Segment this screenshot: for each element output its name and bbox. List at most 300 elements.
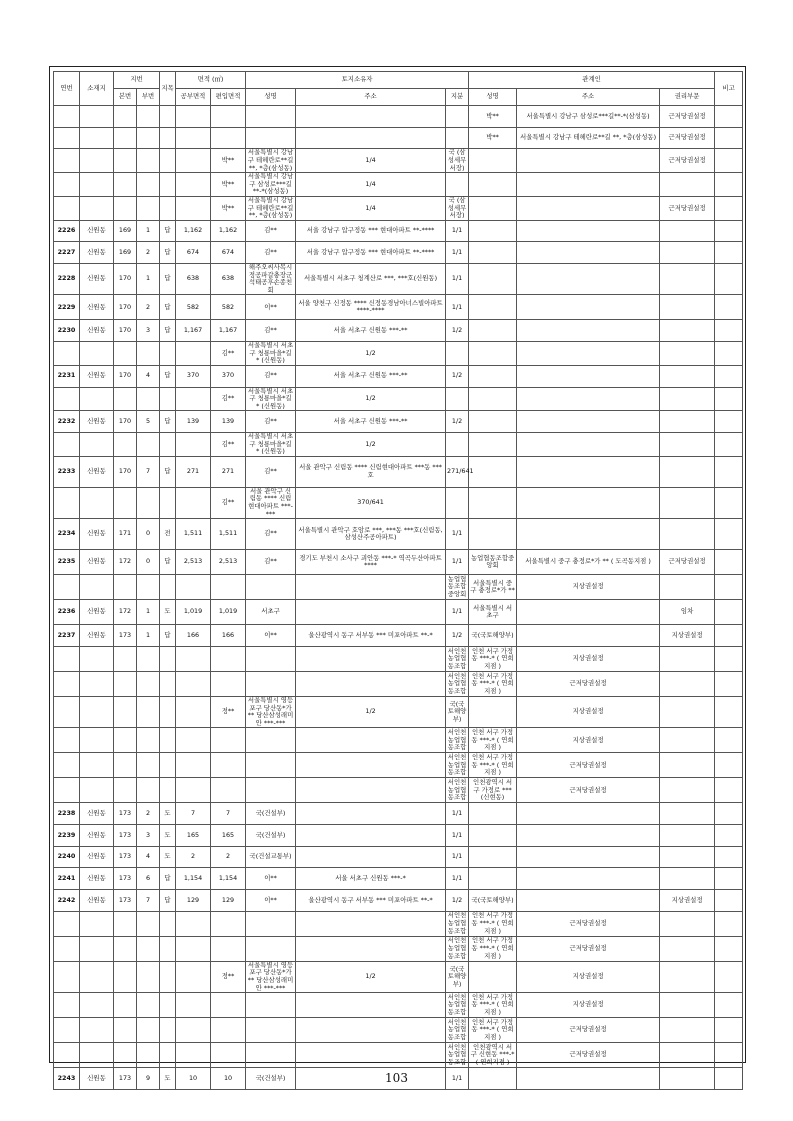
header-related-address: 주소 [517, 89, 660, 106]
table-cell: 인천 서구 가정동 ***-* ( 연희지점 ) [469, 936, 517, 961]
table-cell [114, 342, 137, 366]
table-cell: 근저당권설정 [660, 127, 715, 149]
table-cell: 1/1 [446, 803, 469, 825]
table-cell: 신원동 [80, 411, 114, 433]
table-cell [54, 936, 80, 961]
table-row [54, 519, 743, 550]
table-cell [137, 387, 160, 411]
table-cell [54, 753, 80, 778]
table-cell [246, 646, 296, 671]
table-cell [160, 671, 176, 696]
table-cell: 1/2 [296, 387, 446, 411]
table-cell [660, 911, 715, 936]
table-cell: 신원동 [80, 803, 114, 825]
table-cell [715, 411, 743, 433]
table-cell: 지상권설정 [660, 625, 715, 647]
table-cell [246, 993, 296, 1018]
table-cell: 근저당권설정 [517, 1018, 660, 1043]
table-cell [296, 778, 446, 803]
table-cell [176, 911, 211, 936]
header-sub-lot: 부번 [137, 89, 160, 106]
table-row [54, 196, 743, 220]
table-cell [114, 127, 137, 149]
table-cell: 1/4 [296, 173, 446, 197]
table-cell [517, 173, 660, 197]
table-cell [211, 1043, 246, 1068]
table-cell: 인천 서구 가정동 ***-* ( 연희지점 ) [469, 753, 517, 778]
table-cell: 답 [160, 264, 176, 295]
table-cell: 국(건설부) [246, 1068, 296, 1090]
table-cell: 국(국토해양부) [446, 961, 469, 992]
table-cell: 170 [114, 320, 137, 342]
table-cell [80, 696, 114, 727]
table-cell [715, 846, 743, 868]
table-cell [211, 106, 246, 128]
table-cell: 170 [114, 411, 137, 433]
table-cell [160, 106, 176, 128]
table-cell: 서울특별시 영등포구 당산동*가 ** 당산삼성래미안 ***-*** [246, 961, 296, 992]
table-cell: 173 [114, 846, 137, 868]
table-cell: 신원동 [80, 519, 114, 550]
table-cell: 674 [176, 242, 211, 264]
table-cell: 서울 강남구 압구정동 *** 현대아파트 **-**** [296, 220, 446, 242]
table-cell: 7 [211, 803, 246, 825]
table-cell [715, 519, 743, 550]
table-cell: 170 [114, 295, 137, 320]
table-cell [114, 778, 137, 803]
table-cell: 인천광역시 서구 가정로 ***(신현동) [469, 778, 517, 803]
table-cell: 서인천농업협동조합 [446, 728, 469, 753]
table-cell [54, 387, 80, 411]
table-cell [469, 264, 517, 295]
table-cell: 1/1 [446, 242, 469, 264]
table-cell: 박** [211, 173, 246, 197]
table-cell: 신원동 [80, 242, 114, 264]
table-cell [176, 127, 211, 149]
table-cell [54, 173, 80, 197]
table-cell [715, 803, 743, 825]
header-owner-address: 주소 [296, 89, 446, 106]
table-cell [715, 220, 743, 242]
table-cell: 0 [137, 519, 160, 550]
table-cell: 국(국토해양부) [469, 890, 517, 912]
table-cell: 4 [137, 365, 160, 387]
table-cell [114, 387, 137, 411]
table-cell: 신원동 [80, 825, 114, 847]
table-cell [446, 342, 469, 366]
table-cell [54, 342, 80, 366]
table-cell: 서울 서초구 신원동 ***-** [296, 365, 446, 387]
table-cell [137, 1043, 160, 1068]
table-cell: 국(국토해양부) [446, 696, 469, 727]
table-row [54, 387, 743, 411]
header-official-area: 공부면적 [176, 89, 211, 106]
table-cell [80, 342, 114, 366]
table-cell: 지상권설정 [517, 993, 660, 1018]
table-cell [469, 365, 517, 387]
table-cell: 2 [211, 846, 246, 868]
table-cell: 해주오씨사복시정공파갈충장군석태공후손종친회 [246, 264, 296, 295]
table-cell: 2242 [54, 890, 80, 912]
table-cell: 지상권설정 [517, 575, 660, 600]
table-row [54, 173, 743, 197]
table-cell: 1,019 [211, 600, 246, 625]
table-cell [469, 173, 517, 197]
table-cell: 271/641 [446, 456, 469, 487]
table-cell: 1/2 [296, 433, 446, 457]
table-cell: 1/2 [296, 961, 446, 992]
table-cell [517, 320, 660, 342]
table-cell [137, 753, 160, 778]
table-cell [517, 242, 660, 264]
header-location: 소재지 [80, 72, 114, 106]
table-cell [296, 600, 446, 625]
table-cell [54, 196, 80, 220]
table-cell [137, 936, 160, 961]
table-cell [176, 936, 211, 961]
table-cell: 서인천농업협동조합 [446, 936, 469, 961]
table-cell: 서울특별시 강남구 테헤란로**길 **, *층(삼성동) [246, 149, 296, 173]
table-cell [176, 728, 211, 753]
table-cell: 169 [114, 220, 137, 242]
table-cell: 3 [137, 825, 160, 847]
table-cell [176, 1018, 211, 1043]
table-cell: 165 [176, 825, 211, 847]
table-cell [715, 342, 743, 366]
table-cell [114, 753, 137, 778]
table-cell: 2229 [54, 295, 80, 320]
table-cell [469, 220, 517, 242]
table-cell [54, 911, 80, 936]
table-row [54, 127, 743, 149]
table-cell: 인천 서구 가정동 ***-* ( 연희지점 ) [469, 1018, 517, 1043]
table-cell: 답 [160, 890, 176, 912]
table-body [54, 106, 743, 1090]
table-cell: 서인천농업협동조합 [446, 993, 469, 1018]
table-cell [176, 487, 211, 518]
table-cell: 1/2 [296, 696, 446, 727]
table-row [54, 625, 743, 647]
table-cell: 2226 [54, 220, 80, 242]
table-cell [137, 173, 160, 197]
table-cell [211, 728, 246, 753]
table-cell [660, 1018, 715, 1043]
table-cell: 국 (삼성세무서장) [446, 196, 469, 220]
table-cell: 도 [160, 825, 176, 847]
table-row [54, 961, 743, 992]
table-cell [469, 519, 517, 550]
table-cell [80, 149, 114, 173]
table-cell: 이** [246, 868, 296, 890]
table-cell: 1,511 [176, 519, 211, 550]
table-cell [660, 936, 715, 961]
table-cell: 서울특별시 서초구 청계산로 ***, ***호(신원동) [296, 264, 446, 295]
table-cell [517, 387, 660, 411]
table-cell [469, 803, 517, 825]
land-register-table [53, 71, 743, 1090]
table-cell: 김** [246, 365, 296, 387]
table-cell [80, 753, 114, 778]
table-cell: 1/4 [296, 149, 446, 173]
table-cell: 울산광역시 동구 서부동 *** 미포아파트 **-* [296, 890, 446, 912]
table-cell [469, 433, 517, 457]
table-cell: 서울특별시 강남구 삼성로***길 **-*(삼성동) [246, 173, 296, 197]
table-cell [296, 803, 446, 825]
table-cell [137, 728, 160, 753]
table-cell: 지상권설정 [660, 890, 715, 912]
table-cell: 1 [137, 600, 160, 625]
table-cell [715, 264, 743, 295]
table-cell: 2,513 [211, 550, 246, 575]
table-cell [715, 433, 743, 457]
table-cell: 인천광역시 서구 신현동 ***-* ( 연희지점 ) [469, 1043, 517, 1068]
table-cell: 답 [160, 411, 176, 433]
table-cell [715, 149, 743, 173]
table-cell [715, 696, 743, 727]
table-cell: 서울 관악구 신림동 **** 신림현대아파트 ***-*** [246, 487, 296, 518]
table-cell: 근저당권설정 [660, 550, 715, 575]
table-cell [80, 106, 114, 128]
table-cell: 서울 서초구 신원동 ***-** [296, 411, 446, 433]
table-cell [54, 646, 80, 671]
table-cell [660, 868, 715, 890]
table-row [54, 264, 743, 295]
table-cell [296, 646, 446, 671]
table-cell [660, 387, 715, 411]
table-cell [137, 487, 160, 518]
table-row [54, 575, 743, 600]
table-cell: 서초구 [246, 600, 296, 625]
table-cell [469, 342, 517, 366]
table-cell: 서울특별시 강남구 삼성로***길**-*(삼성동) [517, 106, 660, 128]
table-cell: 서울특별시 중구 충정로*가 ** [469, 575, 517, 600]
table-cell: 박** [469, 127, 517, 149]
table-cell [80, 1043, 114, 1068]
table-cell [176, 387, 211, 411]
table-cell: 2 [137, 803, 160, 825]
table-cell: 김** [246, 550, 296, 575]
table-cell: 인천 서구 가정동 ***-* ( 연희지점 ) [469, 728, 517, 753]
table-cell: 국(건설부) [246, 803, 296, 825]
table-cell [517, 803, 660, 825]
table-cell: 2235 [54, 550, 80, 575]
table-cell [517, 487, 660, 518]
table-cell: 신원동 [80, 890, 114, 912]
table-cell [517, 220, 660, 242]
table-cell [160, 993, 176, 1018]
table-cell: 173 [114, 868, 137, 890]
table-cell [114, 728, 137, 753]
table-cell: 370 [176, 365, 211, 387]
table-cell: 2239 [54, 825, 80, 847]
table-cell [176, 149, 211, 173]
table-cell [54, 106, 80, 128]
table-cell [160, 961, 176, 992]
table-cell [660, 696, 715, 727]
table-cell [715, 961, 743, 992]
table-row [54, 936, 743, 961]
table-row [54, 106, 743, 128]
table-cell: 인천 서구 가정동 ***-* ( 연희지점 ) [469, 993, 517, 1018]
table-cell [211, 127, 246, 149]
table-cell [160, 127, 176, 149]
table-cell [137, 646, 160, 671]
table-cell: 1/1 [446, 295, 469, 320]
table-cell: 서울 강남구 압구정동 *** 현대아파트 **-**** [296, 242, 446, 264]
table-cell: 129 [176, 890, 211, 912]
table-cell: 1/1 [446, 825, 469, 847]
table-cell: 김** [246, 242, 296, 264]
table-row [54, 825, 743, 847]
table-cell: 271 [211, 456, 246, 487]
table-cell: 근저당권설정 [517, 671, 660, 696]
table-cell [54, 127, 80, 149]
table-cell [469, 387, 517, 411]
table-cell: 근저당권설정 [517, 936, 660, 961]
table-cell: 근저당권설정 [517, 911, 660, 936]
table-cell [160, 433, 176, 457]
table-row [54, 1043, 743, 1068]
table-cell [469, 320, 517, 342]
table-cell [80, 196, 114, 220]
table-cell: 10 [211, 1068, 246, 1090]
table-cell: 2232 [54, 411, 80, 433]
table-cell: 2237 [54, 625, 80, 647]
table-cell [296, 936, 446, 961]
table-cell: 서울특별시 중구 충정로*가 ** ( 도곡동지점 ) [517, 550, 660, 575]
table-cell [469, 456, 517, 487]
table-cell [517, 411, 660, 433]
table-cell: 5 [137, 411, 160, 433]
table-cell [296, 728, 446, 753]
table-cell [211, 646, 246, 671]
table-cell: 답 [160, 625, 176, 647]
table-cell [160, 149, 176, 173]
table-cell [517, 264, 660, 295]
table-cell [80, 961, 114, 992]
table-cell [296, 911, 446, 936]
table-cell: 1/2 [446, 411, 469, 433]
table-cell: 농업협동조합중앙회 [446, 575, 469, 600]
table-cell [114, 575, 137, 600]
table-cell [469, 295, 517, 320]
table-cell: 2 [137, 295, 160, 320]
table-cell: 271 [176, 456, 211, 487]
table-cell: 서울특별시 서초구 청룡마을*길 * (신원동) [246, 342, 296, 366]
table-cell [715, 295, 743, 320]
table-cell: 3 [137, 320, 160, 342]
table-cell: 신원동 [80, 264, 114, 295]
table-cell: 1/4 [296, 196, 446, 220]
table-cell [296, 825, 446, 847]
table-cell [246, 127, 296, 149]
table-cell: 7 [176, 803, 211, 825]
table-cell [517, 846, 660, 868]
table-cell [715, 778, 743, 803]
table-row [54, 550, 743, 575]
table-cell [114, 1018, 137, 1043]
table-cell: 국(국토해양부) [469, 625, 517, 647]
table-cell: 근저당권설정 [517, 778, 660, 803]
table-cell [137, 433, 160, 457]
table-cell [54, 696, 80, 727]
table-cell [160, 778, 176, 803]
table-cell: 김** [246, 456, 296, 487]
table-row [54, 220, 743, 242]
table-cell [660, 646, 715, 671]
table-cell: 0 [137, 550, 160, 575]
table-cell: 지상권설정 [517, 646, 660, 671]
table-cell: 서울특별시 서초구 [469, 600, 517, 625]
table-cell [80, 936, 114, 961]
table-cell: 1,154 [176, 868, 211, 890]
table-cell [660, 846, 715, 868]
table-cell: 1,019 [176, 600, 211, 625]
table-cell [246, 778, 296, 803]
table-cell: 이** [246, 890, 296, 912]
header-main-lot: 본번 [114, 89, 137, 106]
table-cell [137, 106, 160, 128]
table-cell: 이** [246, 625, 296, 647]
table-cell [137, 149, 160, 173]
table-cell [446, 433, 469, 457]
table-cell [660, 365, 715, 387]
table-row [54, 600, 743, 625]
table-cell [660, 753, 715, 778]
table-cell [114, 433, 137, 457]
table-row [54, 1018, 743, 1043]
table-row [54, 433, 743, 457]
table-cell [160, 911, 176, 936]
header-serial: 연번 [54, 72, 80, 106]
table-cell: 김** [211, 387, 246, 411]
table-cell: 답 [160, 456, 176, 487]
table-cell: 답 [160, 550, 176, 575]
table-cell: 173 [114, 803, 137, 825]
table-cell: 2231 [54, 365, 80, 387]
table-cell [469, 825, 517, 847]
table-cell [54, 149, 80, 173]
table-cell [469, 196, 517, 220]
header-remarks: 비고 [715, 72, 743, 106]
table-cell [54, 487, 80, 518]
table-cell: 1/2 [446, 625, 469, 647]
table-cell: 서인천농업협동조합 [446, 646, 469, 671]
table-cell [114, 696, 137, 727]
table-cell: 인천 서구 가정동 ***-* ( 연희지점 ) [469, 646, 517, 671]
table-cell [114, 173, 137, 197]
table-cell [517, 825, 660, 847]
table-cell: 국(건설교통부) [246, 846, 296, 868]
table-cell: 신원동 [80, 456, 114, 487]
table-cell [715, 242, 743, 264]
table-cell: 신원동 [80, 625, 114, 647]
table-cell [715, 890, 743, 912]
table-cell [296, 1018, 446, 1043]
table-cell [54, 433, 80, 457]
table-cell [660, 961, 715, 992]
table-cell [176, 433, 211, 457]
table-cell [160, 696, 176, 727]
table-cell: 신원동 [80, 846, 114, 868]
table-cell: 신원동 [80, 220, 114, 242]
table-cell [660, 242, 715, 264]
table-cell: 2,513 [176, 550, 211, 575]
table-cell [160, 1043, 176, 1068]
table-cell [715, 728, 743, 753]
table-cell [715, 753, 743, 778]
table-row [54, 342, 743, 366]
